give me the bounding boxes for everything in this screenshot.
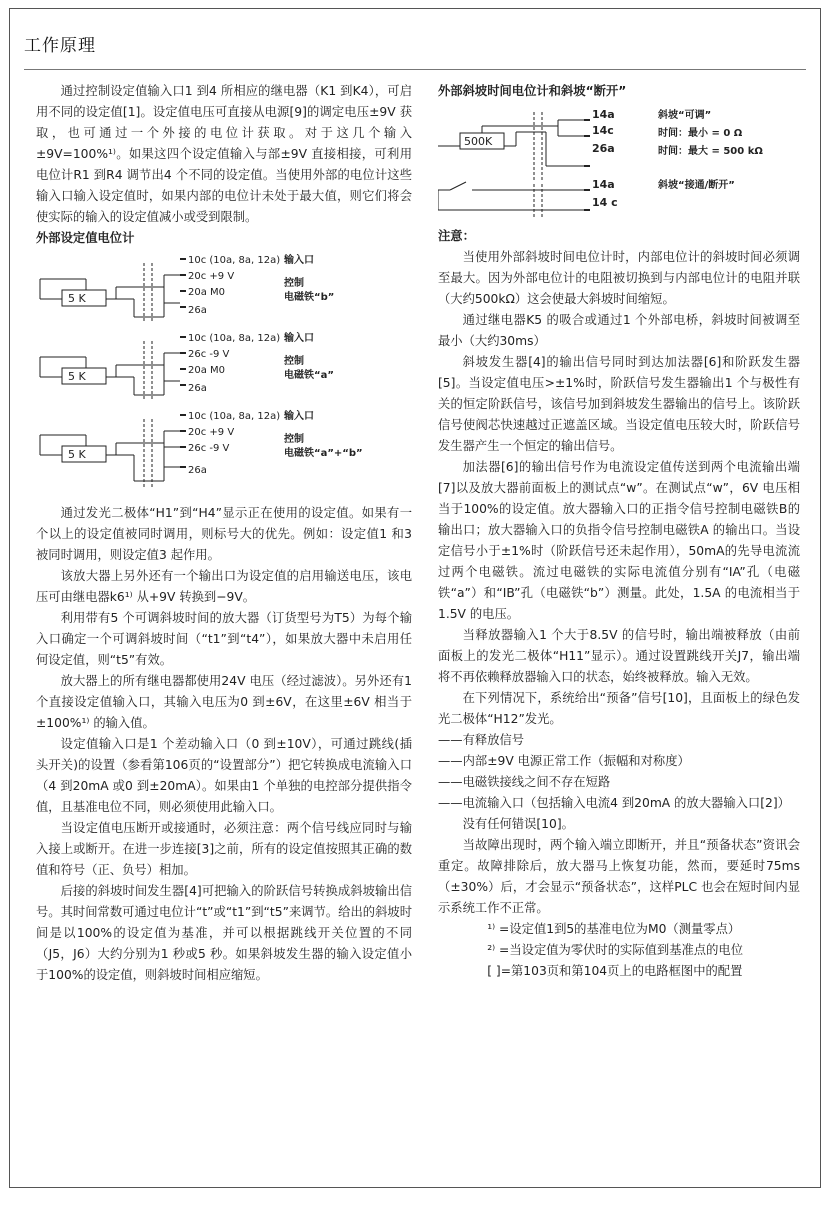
side-label: 斜坡“可调”	[658, 110, 712, 121]
terminal-label: 20c +9 V	[188, 271, 235, 282]
note-heading: 注意：	[438, 229, 475, 243]
side-label: 电磁铁“b”	[284, 292, 335, 303]
setpoint-potentiometer-diagram-1	[36, 253, 412, 327]
footnote: ¹⁾ =设定值1到5的基准电位为M0（测量零点）	[487, 922, 741, 936]
terminal-label: 26a	[188, 465, 207, 476]
terminal-label: 14a	[592, 108, 615, 121]
paragraph: 该放大器上另外还有一个输出口为设定值的启用输送电压，该电压可由继电器k6¹⁾ 从+9V 转换到−9V。	[36, 569, 412, 604]
setpoint-potentiometer-diagram-3	[36, 409, 412, 491]
paragraph: 当使用外部斜坡时间电位计时，内部电位计的斜坡时间必须调至最大。因为外部电位计的电阻被切换到与内部电位计的电阻并联（大约500kΩ）这会使最大斜坡时间缩短。	[438, 250, 800, 306]
paragraph: 当故障出现时，两个输入端立即断开，并且“预备状态”资讯会重定。故障排除后，放大器马上恢复功能，然而，要延时75ms（±30%）后，才会显示“预备状态”，这样PLC 也会在短时间内显示系统工作不正常。	[438, 838, 800, 915]
side-label: 电磁铁“a”+“b”	[284, 448, 363, 459]
title-divider	[24, 69, 806, 70]
terminal-label: 20a M0	[188, 287, 226, 298]
side-label: 斜坡“接通/断开”	[658, 180, 735, 191]
terminal-label: 14c	[592, 124, 614, 137]
setpoint-potentiometer-diagram-2	[36, 331, 412, 405]
side-label: 电磁铁“a”	[284, 370, 334, 381]
terminal-label: 26a	[188, 305, 207, 316]
ramp-potentiometer-diagram	[438, 106, 800, 224]
paragraph: 通过控制设定值输入口1 到4 所相应的继电器（K1 到K4），可启用不同的设定值[1]。设定值电压可直接从电源[9]的调定电压±9V 获取，也可通过一个外接的电位计获取。对于这几个输入±9V=100%¹⁾。如果这四个设定值输入与部±9V 直接相接，可利用电位计R1 到R4 调节出4 个不同的设定值。当使用外部的电位计这些输入口输入设定值时，如果内部的电位计未处于最大值，则它们将会使实际的输入的设定值减小或受到限制。	[36, 84, 412, 224]
list-item: ——有释放信号	[438, 733, 525, 747]
terminal-label: 26a	[592, 142, 615, 155]
side-label: 控制	[284, 434, 304, 445]
potentiometer-label: 5 K	[68, 448, 86, 461]
terminal-label: 14a	[592, 178, 615, 191]
paragraph: 利用带有5 个可调斜坡时间的放大器（订货型号为T5）为每个输入口确定一个可调斜坡时间（“t1”到“t4”），如果放大器中未启用任何设定值，则“t5”有效。	[36, 611, 412, 667]
list-item: ——电磁铁接线之间不存在短路	[438, 775, 611, 789]
page	[9, 8, 821, 1188]
terminal-label: 10c (10a, 8a, 12a)	[188, 333, 281, 344]
paragraph: 通过继电器K5 的吸合或通过1 个外部电桥，斜坡时间被调至最小（大约30ms）	[438, 313, 800, 348]
side-label: 控制	[284, 278, 304, 289]
section-heading: 外部斜坡时间电位计和斜坡“断开”	[438, 84, 627, 98]
paragraph: 斜坡发生器[4]的输出信号同时到达加法器[6]和阶跃发生器[5]。当设定值电压>±1%时，阶跃信号发生器输出1 个与极性有关的恒定阶跃信号，该信号加到斜坡发生器输出的信号上。该阶跃信号使阀芯快速越过正遮盖区域。当设定值电压较大时，阶跃信号发生器产生一个恒定的输出信号。	[438, 355, 800, 453]
page-title: 工作原理	[24, 36, 96, 56]
terminal-label: 14 c	[592, 196, 618, 209]
paragraph: 加法器[6]的输出信号作为电流设定值传送到两个电流输出端[7]以及放大器前面板上的测试点“w”。在测试点“w”，6V 电压相当于100%的设定值。放大器输入口的正指令信号控制电磁铁B的输出口；放大器输入口的负指令信号控制电磁铁A 的输出口。当设定信号小于±1%时（阶跃信号还未起作用），50mA的先导电流流过两个电磁铁。流过电磁铁的实际电流值分别有“IA”孔（电磁铁“a”）和“IB”孔（电磁铁“b”）测量。此处，1.5A 的电流相当于1.5V 的电压。	[438, 460, 800, 621]
paragraph: 设定值输入口是1 个差动输入口（0 到±10V），可通过跳线(插头开关)的设置（参看第106页的“设置部分”）把它转换成电流输入口（4 到20mA 或0 到±20mA）。如果由1 个单独的电控部分提供指令值，且基准电位不同，则必须使用此输入口。	[36, 737, 412, 814]
side-label: 输入口	[284, 411, 314, 422]
side-label: 时间：最大 = 500 kΩ	[658, 146, 763, 157]
list-item: ——电流输入口（包括输入电流4 到20mA 的放大器输入口[2]）没有任何错误[10]。	[438, 796, 790, 831]
paragraph: 当设定值电压断开或接通时，必须注意：两个信号线应同时与输入接上或断开。在进一步连接[3]之前，所有的设定值按照其正确的数值和符号（正、负号）相加。	[36, 821, 412, 877]
right-column	[438, 81, 800, 982]
terminal-label: 10c (10a, 8a, 12a)	[188, 411, 281, 422]
section-heading: 外部设定值电位计	[36, 231, 135, 245]
terminal-label: 26c -9 V	[188, 443, 230, 454]
paragraph: 通过发光二极体“H1”到“H4”显示正在使用的设定值。如果有一个以上的设定值被同时调用，则标号大的优先。例如：设定值1 和3 被同时调用，则设定值3 起作用。	[36, 506, 412, 562]
side-label: 时间：最小 = 0 Ω	[658, 128, 743, 139]
side-label: 输入口	[284, 255, 314, 266]
footnote: [ ]=第103页和第104页上的电路框图中的配置	[487, 964, 743, 978]
terminal-label: 20c +9 V	[188, 427, 235, 438]
potentiometer-label: 500K	[464, 135, 493, 148]
terminal-label: 26c -9 V	[188, 349, 230, 360]
paragraph: 放大器上的所有继电器都使用24V 电压（经过滤波）。另外还有1 个直接设定值输入口，其输入电压为0 到±6V，在这里±6V 相当于±100%¹⁾ 的输入值。	[36, 674, 412, 730]
paragraph: 在下列情况下，系统给出“预备”信号[10]，且面板上的绿色发光二极体“H12”发光。	[438, 691, 800, 726]
potentiometer-label: 5 K	[68, 370, 86, 383]
paragraph: 当释放器输入1 个大于8.5V 的信号时，输出端被释放（由前面板上的发光二极体“H11”显示）。通过设置跳线开关J7，输出端将不再依赖释放器输入口的状态，始终被释放。输入无效。	[438, 628, 800, 684]
list-item: ——内部±9V 电源正常工作（振幅和对称度）	[438, 754, 690, 768]
side-label: 输入口	[284, 333, 314, 344]
terminal-label: 26a	[188, 383, 207, 394]
terminal-label: 20a M0	[188, 365, 226, 376]
paragraph: 后接的斜坡时间发生器[4]可把输入的阶跃信号转换成斜坡输出信号。其时间常数可通过电位计“t”或“t1”到“t5”来调节。给出的斜坡时间是以100%的设定值为基准，并可以根据跳线开关位置的不同（J5，J6）大约分别为1 秒或5 秒。如果斜坡发生器的输入设定值小于100%的设定值，则斜坡时间相应缩短。	[36, 884, 412, 982]
left-column	[36, 81, 412, 986]
terminal-label: 10c (10a, 8a, 12a)	[188, 255, 281, 266]
side-label: 控制	[284, 356, 304, 367]
potentiometer-label: 5 K	[68, 292, 86, 305]
footnote: ²⁾ =当设定值为零伏时的实际值到基准点的电位	[487, 943, 743, 957]
